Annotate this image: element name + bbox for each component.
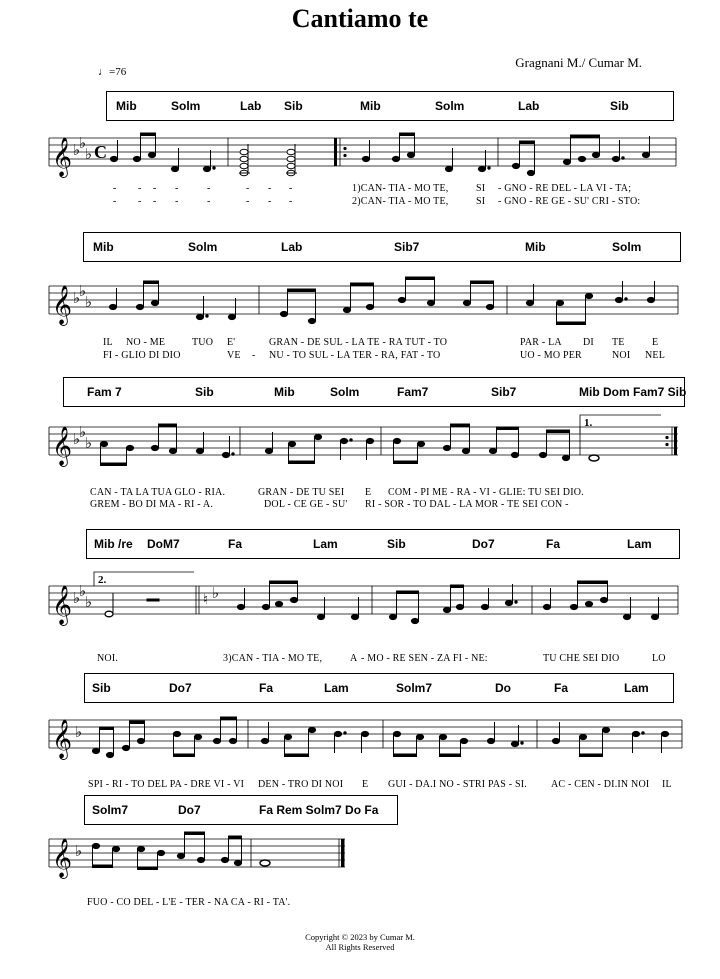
chord-box-5 [84,673,674,703]
chord: Sib7 [394,240,420,254]
svg-text:♭: ♭ [79,284,87,300]
staff-4 [0,566,720,630]
chord: Sib [284,99,303,113]
chord: Fa [546,537,561,551]
chord: Lam [313,537,338,551]
treble-clef-icon: 𝄞 [52,428,73,465]
svg-text:♭: ♭ [85,436,93,452]
chord: Fam7 [397,385,429,399]
chord: Mib [360,99,381,113]
staff-1 [0,128,720,188]
staff-5 [0,706,720,766]
copyright: Copyright © 2023 by Cumar M. All Rights Reserved [305,932,415,952]
flat-icon: ♭ [79,136,87,152]
chord-box-3 [63,377,685,407]
flat-icon: ♭ [212,586,220,602]
svg-text:♭: ♭ [73,291,81,307]
volta-1: 1. [584,417,593,429]
chord: Solm [188,240,218,254]
chord-box-2 [83,232,681,262]
chord: Do7 [169,681,192,695]
treble-clef-icon: 𝄞 [52,287,73,324]
chord: Solm7 [396,681,433,695]
chord-box-1 [106,91,674,121]
treble-clef-icon: 𝄞 [52,721,73,758]
treble-clef-icon: 𝄞 [52,840,73,877]
chord-box-6 [84,795,398,825]
flat-icon: ♭ [85,147,93,163]
chord: Lam [624,681,649,695]
staff-2 [0,272,720,332]
chord: Solm [330,385,360,399]
chord: Lam [324,681,349,695]
chord: Solm [435,99,465,113]
chord: Fa [228,537,243,551]
chord: Solm [171,99,201,113]
staff-6 [0,825,720,885]
chord: Fa [554,681,569,695]
chord: DoM7 [147,537,180,551]
chord: Sib [195,385,214,399]
chord: Do [495,681,511,695]
chord-box-4 [86,529,680,559]
svg-text:♭: ♭ [85,595,93,611]
chord: Lab [240,99,262,113]
chord: Fa Rem Solm7 Do Fa [259,803,379,817]
chord: Mib Dom Fam7 Sib [579,385,687,399]
treble-clef-icon: 𝄞 [52,139,73,176]
chord: Sib7 [491,385,517,399]
svg-text:♭: ♭ [85,295,93,311]
svg-text:♭: ♭ [73,432,81,448]
treble-clef-icon: 𝄞 [52,587,73,624]
flat-icon: ♭ [73,143,81,159]
chord: Mib [525,240,546,254]
chord: Lab [518,99,540,113]
tempo-marking: ♩=76 [98,66,127,78]
chord: Sib [610,99,629,113]
chord: Fa [259,681,274,695]
chord: Mib /re [94,537,133,551]
common-time-icon: C [94,142,107,162]
chord: Do7 [472,537,495,551]
chord: Solm7 [92,803,129,817]
chord: Fam 7 [87,385,122,399]
volta-2: 2. [98,574,107,586]
natural-icon: ♮ [203,593,209,608]
chord: Do7 [178,803,201,817]
chord: Mib [93,240,114,254]
chord: Mib [274,385,295,399]
chord: Mib [116,99,137,113]
chord: Lam [627,537,652,551]
chord: Solm [612,240,642,254]
svg-text:♭: ♭ [75,725,83,741]
chord: Sib [92,681,111,695]
staff-3 [0,413,720,473]
notes [110,133,649,176]
composer: Gragnani M./ Cumar M. [515,55,642,70]
svg-text:♭: ♭ [79,584,87,600]
chord: Sib [387,537,406,551]
svg-text:♭: ♭ [79,425,87,441]
chord: Lab [281,240,303,254]
song-title: Cantiamo te [291,4,429,33]
svg-text:♭: ♭ [73,591,81,607]
svg-text:♭: ♭ [75,844,83,860]
